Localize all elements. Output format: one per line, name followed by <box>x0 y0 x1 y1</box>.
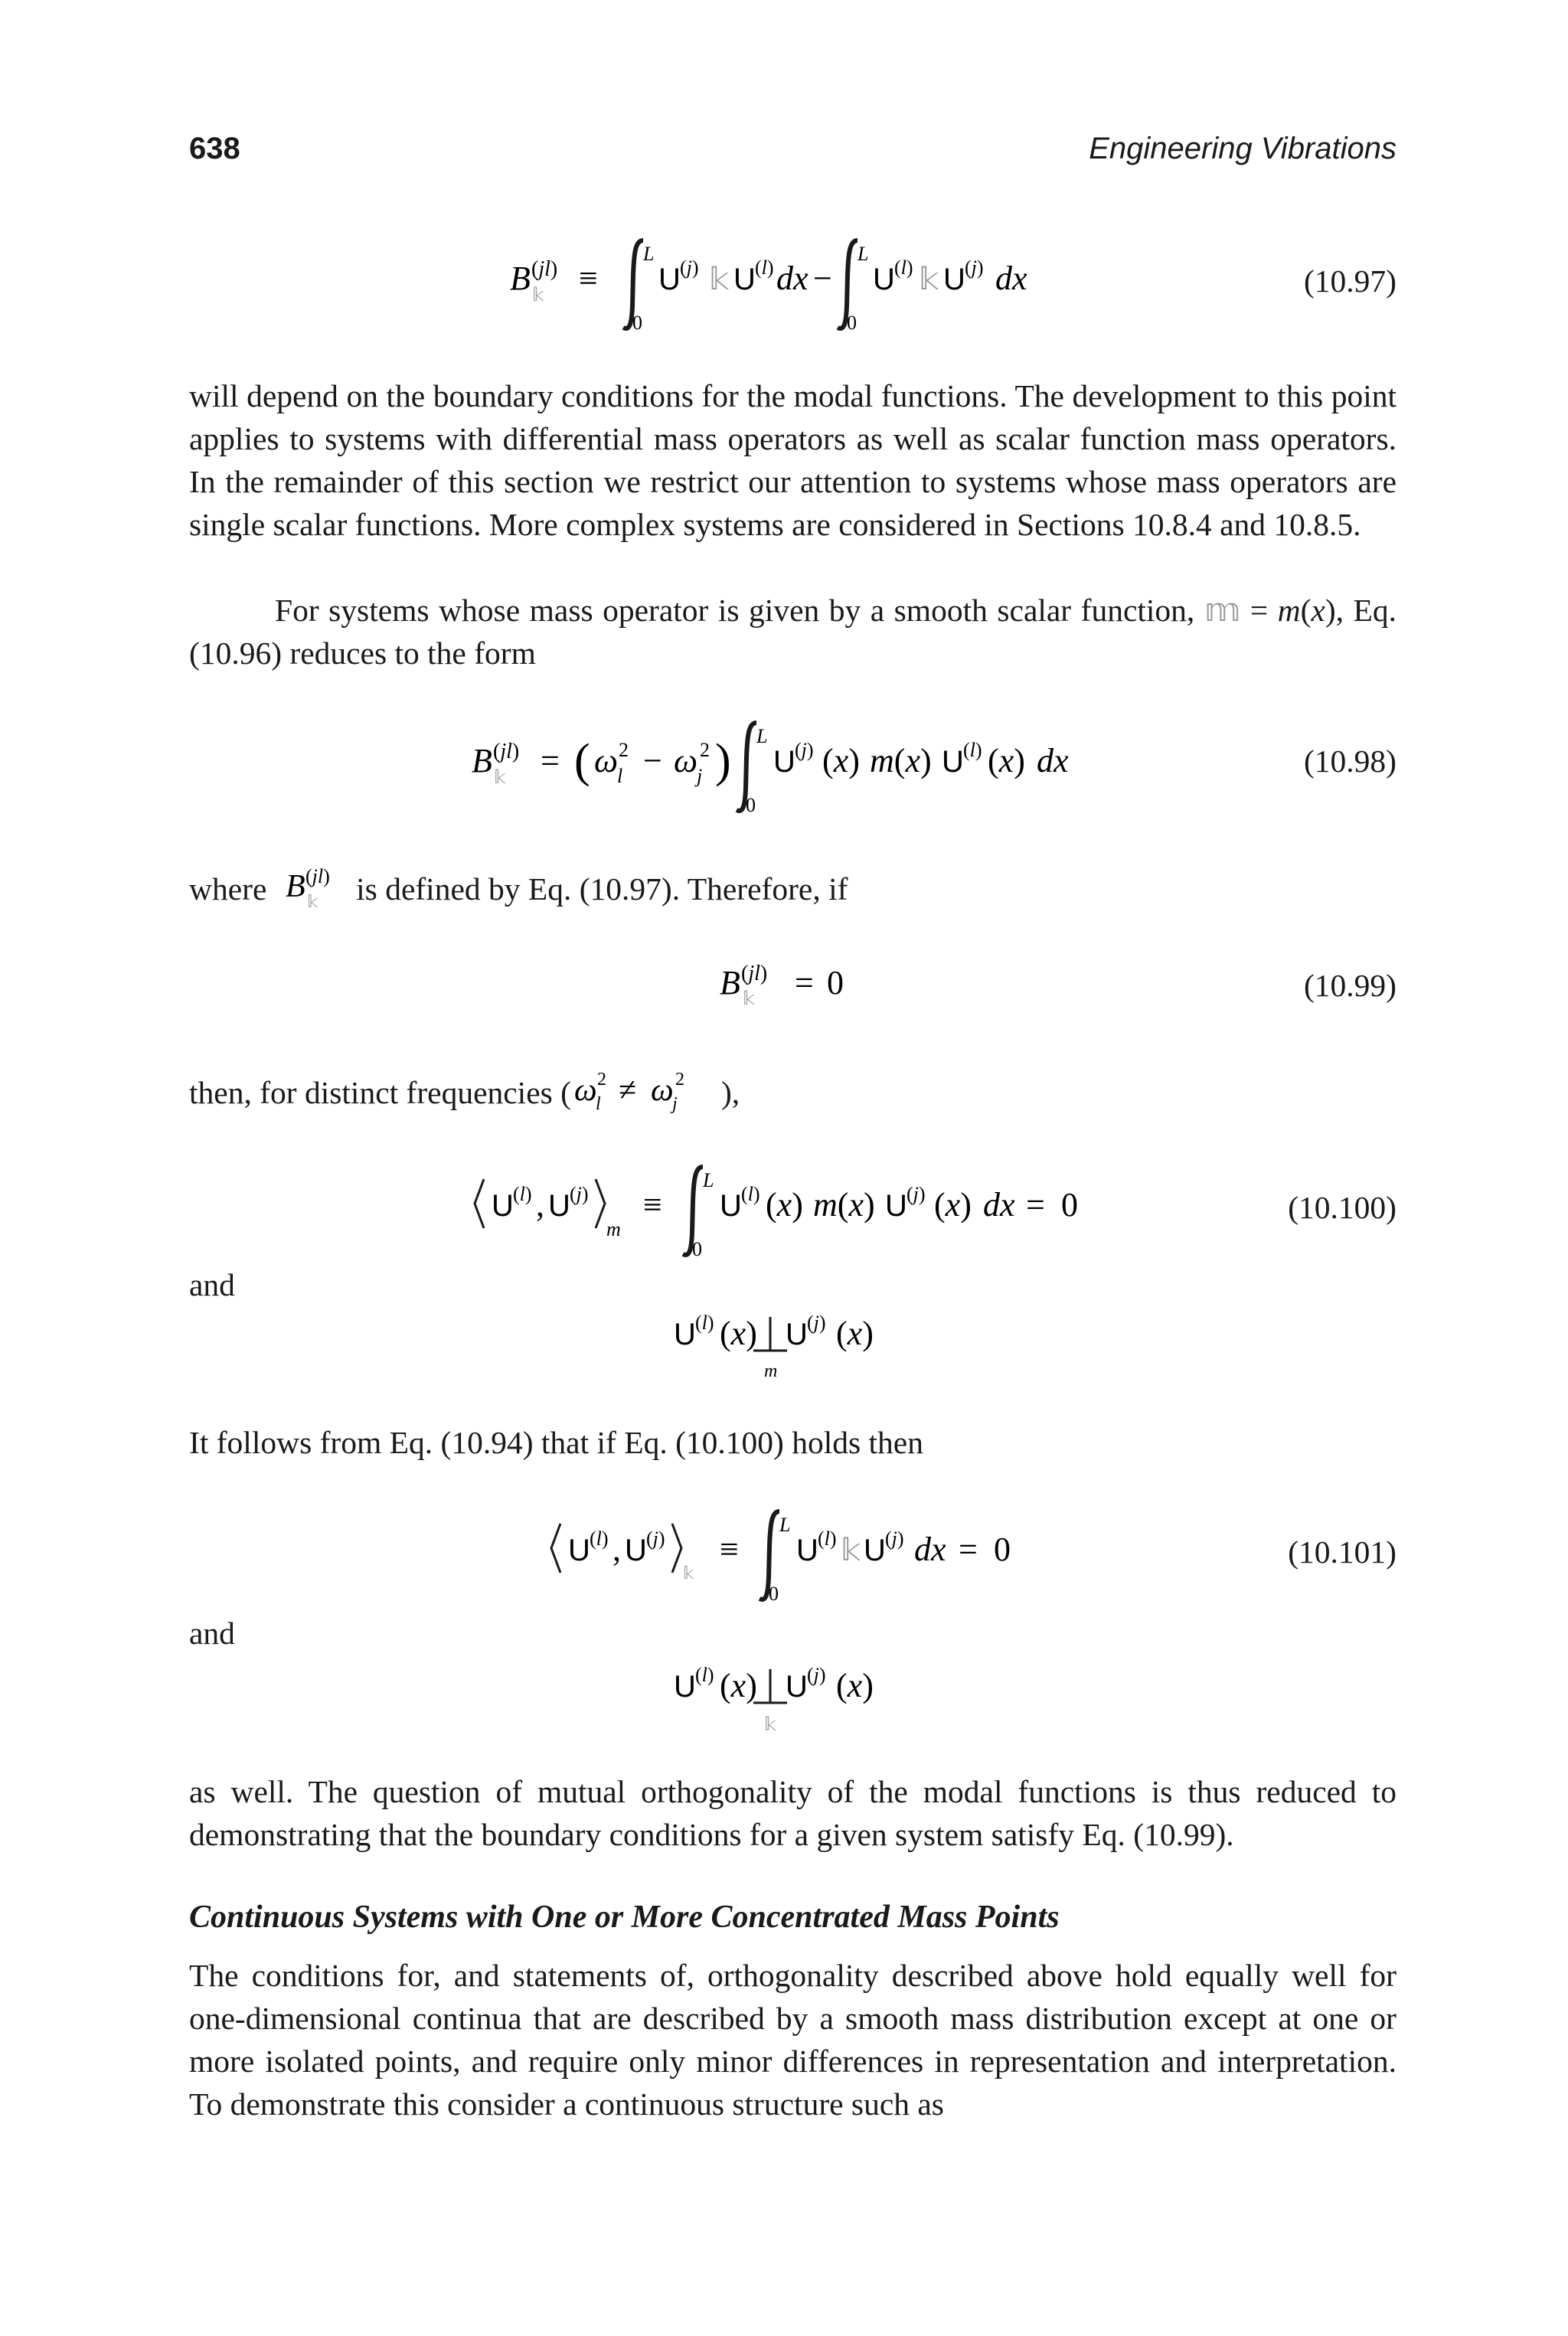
svg-text:≠: ≠ <box>618 1073 637 1108</box>
text-line: It follows from Eq. (10.94) that if Eq. (10.100) holds then <box>189 1425 923 1460</box>
svg-text:(x): (x) <box>836 1667 874 1704</box>
svg-text:𝕜: 𝕜 <box>683 1564 694 1583</box>
svg-text:(l): (l) <box>695 1312 714 1334</box>
svg-text:0: 0 <box>1061 1186 1078 1224</box>
equation-number: (10.99) <box>1303 968 1396 1003</box>
svg-text:(j): (j) <box>885 1527 904 1550</box>
svg-text:L: L <box>756 725 768 747</box>
svg-text:B: B <box>472 742 492 779</box>
svg-text:U: U <box>674 1318 696 1351</box>
paragraph: For systems whose mass operator is given by a smooth scalar function, 𝕞 = m(x), Eq. (10.96) reduces to the form <box>189 591 1397 671</box>
svg-text:U: U <box>674 1670 696 1704</box>
svg-text:l: l <box>595 1094 601 1114</box>
svg-text:=: = <box>795 964 814 1001</box>
svg-text:−: − <box>643 742 662 779</box>
svg-text:𝕜: 𝕜 <box>841 1533 861 1568</box>
svg-text:m(x): m(x) <box>813 1186 875 1224</box>
svg-text:U: U <box>568 1534 590 1567</box>
svg-text:L: L <box>643 243 655 265</box>
equation-10-99 <box>704 949 888 1018</box>
svg-text:U: U <box>492 1189 514 1223</box>
svg-text:(l): (l) <box>963 739 982 761</box>
svg-text:B: B <box>510 260 531 297</box>
equation-number: (10.101) <box>1288 1534 1396 1570</box>
equation-10-100 <box>459 1156 1148 1271</box>
svg-text:0: 0 <box>692 1238 702 1260</box>
svg-text:U: U <box>625 1534 647 1567</box>
svg-text:(j): (j) <box>807 1312 826 1334</box>
svg-text:B: B <box>285 869 305 904</box>
svg-text:2: 2 <box>675 1070 684 1090</box>
svg-text:2: 2 <box>700 739 710 761</box>
svg-text:2: 2 <box>619 739 629 761</box>
equation-10-97 <box>490 230 1148 337</box>
svg-text:L: L <box>858 243 869 265</box>
svg-text:(jl): (jl) <box>493 740 520 763</box>
svg-text:0: 0 <box>769 1583 779 1605</box>
svg-text:≡: ≡ <box>579 260 598 297</box>
svg-text:(jl): (jl) <box>741 962 768 985</box>
svg-text:ω: ω <box>650 1073 674 1108</box>
running-title: Engineering Vibrations <box>1089 132 1396 165</box>
svg-text:U: U <box>942 745 964 779</box>
svg-text:m(x): m(x) <box>870 742 932 779</box>
svg-text:B: B <box>720 964 740 1001</box>
text-line: and <box>189 1616 235 1651</box>
svg-text:U: U <box>786 1670 808 1704</box>
svg-text:(x): (x) <box>720 1667 757 1704</box>
inline-symbol-b <box>275 864 348 910</box>
equation-number: (10.100) <box>1288 1190 1396 1225</box>
svg-text:0: 0 <box>827 964 844 1001</box>
svg-text:m: m <box>606 1218 621 1240</box>
page-number: 638 <box>189 132 240 165</box>
svg-text:U: U <box>548 1189 570 1223</box>
svg-text:𝕜: 𝕜 <box>306 893 318 910</box>
svg-text:(x): (x) <box>836 1315 874 1352</box>
svg-text:0: 0 <box>847 312 857 334</box>
orthogonality-m <box>658 1294 934 1386</box>
svg-text:(x): (x) <box>766 1186 803 1224</box>
svg-text:j: j <box>671 1094 678 1114</box>
svg-text:(j): (j) <box>646 1527 665 1550</box>
svg-text:2: 2 <box>596 1070 606 1090</box>
svg-text:U: U <box>796 1534 818 1567</box>
svg-text:L: L <box>779 1514 791 1536</box>
svg-text:(x): (x) <box>934 1186 972 1224</box>
svg-text:L: L <box>703 1169 714 1191</box>
svg-text:=: = <box>959 1531 978 1568</box>
svg-text:(l): (l) <box>755 256 774 279</box>
svg-text:(x): (x) <box>822 742 860 779</box>
svg-text:dx: dx <box>776 260 808 297</box>
svg-text:(x): (x) <box>988 742 1025 779</box>
svg-text:ω: ω <box>594 742 619 779</box>
svg-text:U: U <box>733 263 756 296</box>
svg-text:dx: dx <box>995 260 1027 297</box>
text-line: where B (jl) 𝕜 is defined by Eq. (10.97). Therefore, if <box>189 865 848 910</box>
svg-text:dx: dx <box>914 1531 946 1568</box>
section-heading: Continuous Systems with One or More Concentrated Mass Points <box>189 1900 1060 1935</box>
paragraph: will depend on the boundary conditions for the modal functions. The development to this point applies to systems with differential mass operators as well as scalar function mass operators. In the remainder of this section we restrict our attention to systems whose mass operators are single scalar functions. More complex systems are considered in Sections 10.8.4 and 10.8.5. <box>189 378 1396 542</box>
svg-text:(j): (j) <box>807 1664 826 1686</box>
svg-text:U: U <box>943 263 965 296</box>
svg-text:(jl): (jl) <box>531 257 558 281</box>
svg-text:𝕜: 𝕜 <box>764 1714 776 1735</box>
svg-text:=: = <box>541 742 560 779</box>
svg-text:dx: dx <box>1037 742 1069 779</box>
svg-text:U: U <box>786 1318 808 1351</box>
text-line: then, for distinct frequencies ( ω l 2 ≠ ω j 2 ), <box>189 1070 740 1114</box>
svg-text:=: = <box>1026 1186 1045 1224</box>
paragraph: as well. The question of mutual orthogonality of the modal functions is thus reduced to demonstrating that the boundary conditions for a given system satisfy Eq. (10.99). <box>189 1774 1396 1852</box>
inline-frequency-inequality <box>571 1068 721 1114</box>
svg-text:𝕜: 𝕜 <box>919 262 939 297</box>
svg-text:(l): (l) <box>741 1183 760 1205</box>
svg-text:(x): (x) <box>720 1315 757 1352</box>
svg-text:(l): (l) <box>695 1664 714 1686</box>
svg-text:(j): (j) <box>570 1183 589 1205</box>
svg-text:dx: dx <box>983 1186 1015 1224</box>
svg-text:𝕜: 𝕜 <box>709 262 730 297</box>
equation-number: (10.98) <box>1303 743 1396 779</box>
svg-text:0: 0 <box>632 312 642 334</box>
svg-text:(j): (j) <box>906 1183 926 1205</box>
svg-text:(l): (l) <box>590 1527 609 1550</box>
svg-text:0: 0 <box>746 794 756 816</box>
svg-text:,: , <box>536 1186 544 1224</box>
svg-text:𝕜: 𝕜 <box>743 988 755 1009</box>
svg-text:U: U <box>773 745 795 779</box>
svg-text:U: U <box>885 1189 907 1223</box>
svg-text:(j): (j) <box>680 256 699 279</box>
svg-text:ω: ω <box>674 742 698 779</box>
svg-text:U: U <box>720 1189 742 1223</box>
svg-text:≡: ≡ <box>643 1186 662 1224</box>
equation-10-101 <box>536 1501 1072 1616</box>
svg-text:0: 0 <box>994 1531 1011 1568</box>
equation-number: (10.97) <box>1303 263 1396 299</box>
svg-text:m: m <box>764 1361 778 1381</box>
svg-text:ω: ω <box>573 1073 597 1108</box>
svg-text:𝕜: 𝕜 <box>532 284 544 305</box>
orthogonality-k <box>658 1646 934 1738</box>
svg-text:(l): (l) <box>513 1183 532 1205</box>
svg-text:(: ( <box>574 735 590 787</box>
svg-text:(l): (l) <box>818 1527 837 1550</box>
svg-text:l: l <box>617 765 623 787</box>
svg-text:U: U <box>658 263 681 296</box>
svg-text:(jl): (jl) <box>305 865 330 887</box>
svg-text:(l): (l) <box>894 256 913 279</box>
svg-text:j: j <box>697 765 703 787</box>
svg-text:(j): (j) <box>965 256 984 279</box>
svg-text:(j): (j) <box>795 739 814 761</box>
svg-text:𝕜: 𝕜 <box>494 766 506 788</box>
text-line: and <box>189 1267 235 1302</box>
svg-text:U: U <box>873 263 895 296</box>
svg-text:−: − <box>813 260 832 297</box>
svg-text:): ) <box>715 735 731 787</box>
svg-text:U: U <box>864 1534 886 1567</box>
paragraph: The conditions for, and statements of, orthogonality described above hold equally well for one-dimensional continua that are described by a smooth mass distribution except at one or more isolated points, and require only minor differences in representation and interpretation. To demonstrate this consider a continuous structure such as <box>189 1958 1396 2122</box>
svg-text:,: , <box>612 1531 621 1568</box>
equation-10-98 <box>452 712 1141 819</box>
svg-text:≡: ≡ <box>720 1531 739 1568</box>
